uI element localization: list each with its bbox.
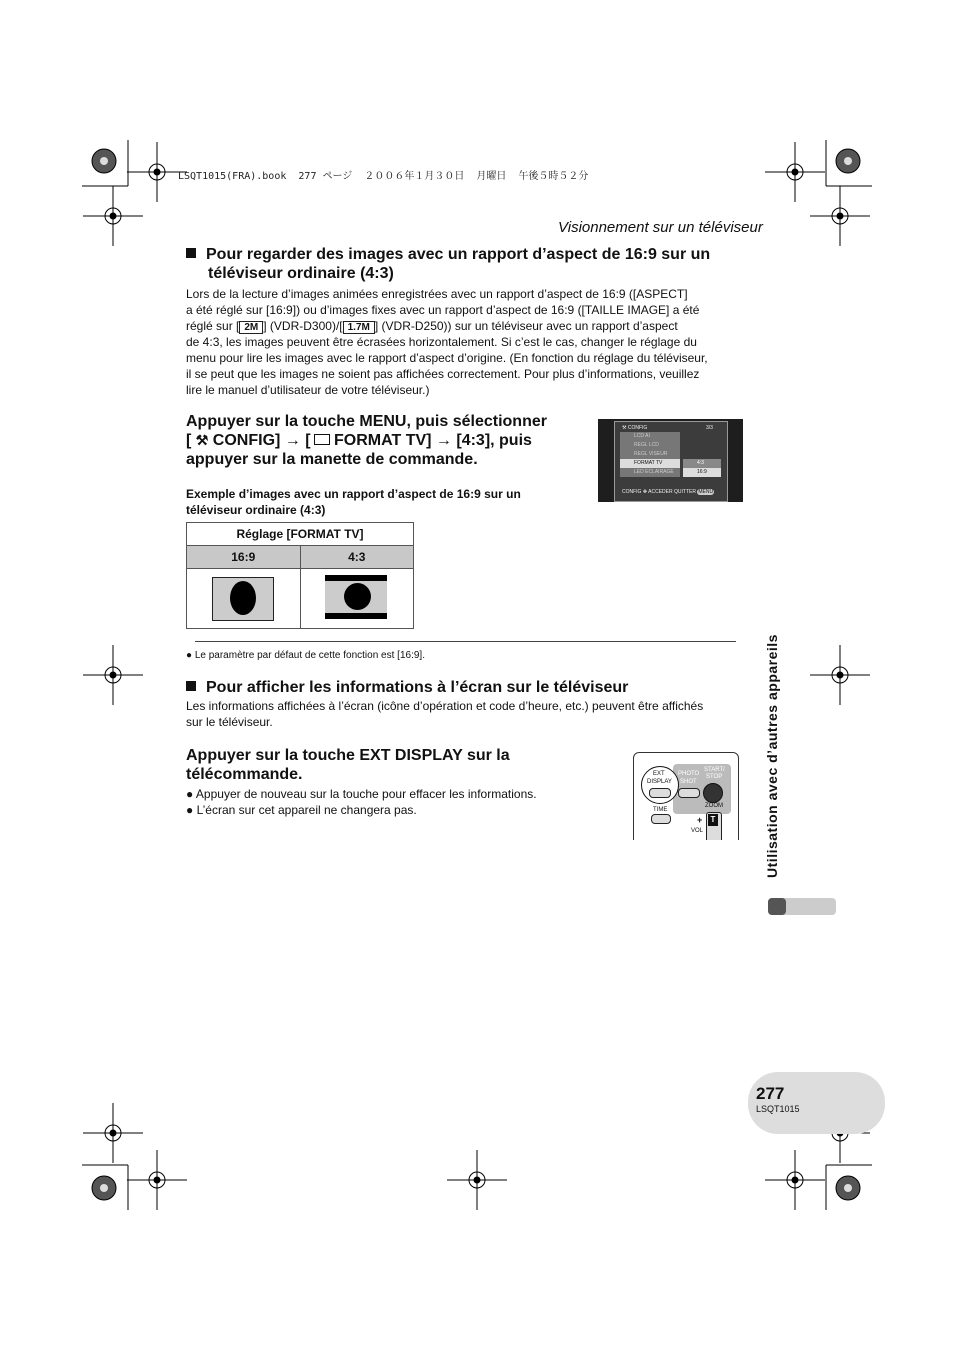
example-16-9-cell [187,569,301,629]
side-tab: Utilisation avec d’autres appareils [764,634,780,878]
square-bullet-icon [186,681,196,691]
section1 [186,245,746,398]
step2: Appuyer sur la touche EXT DISPLAY sur la télécommande. ● Appuyer de nouveau sur la touche pour effacer les informations. ● L’écran sur cet appareil ne changera pas. [186,746,606,818]
vol-label: VOL [691,828,704,834]
table-header: Réglage [FORMAT TV] [187,523,414,546]
bullet-icon: ● [186,803,194,817]
example-4-3-cell [300,569,414,629]
picture-size-17m-icon: 1.7M [343,321,375,334]
start-stop-button[interactable] [703,783,723,803]
page-code: LSQT1015 [756,1104,800,1114]
menu-item: LED ECLAIRAGE [620,468,680,477]
bullet-icon: ● [186,650,193,661]
running-head: Visionnement sur un téléviseur [558,219,763,236]
plus-label: + [697,815,703,825]
tv-icon [314,434,330,445]
section1-paragraph: Lors de la lecture d’images animées enregistrées avec un rapport d’aspect de 16:9 ([ASPECT] a été réglé sur [16:9]) ou d’images fixes avec un rapport d’aspect de 16:9 ([TAILLE IMAGE] a été réglé sur [ 2M ] (VDR-D300)/[ 1.7M ] (VDR-D250)) sur un téléviseur avec un rapport d’aspect de 4:3, les images peuvent être écrasées horizontalement. Si c’est le cas, changer le réglage du menu pour lire les images avec le rapport d’aspect d’origine. (En fonction du réglage du téléviseur, il se peut que les images ne soient pas affichées correctement. Pour plus d’informations, veuillez lire le manuel d’utilisateur de votre téléviseur.) [186,287,708,397]
menu-item-selected: FORMAT TV [620,459,680,468]
shot-label: SHOT [680,779,697,785]
photo-label: PHOTO [678,771,700,777]
picture-size-2m-icon: 2M [239,321,263,334]
example-caption: Exemple d’images avec un rapport d’aspect de 16:9 sur un téléviseur ordinaire (4:3) [186,487,521,517]
bullet-icon: ● [186,787,194,801]
step2-bullet: ● Appuyer de nouveau sur la touche pour effacer les informations. [186,787,537,801]
stretched-circle-icon [230,581,256,615]
letterbox-circle-icon [344,583,371,610]
section2-paragraph: Les informations affichées à l’écran (icône d’opération et code d’heure, etc.) peuvent être affichés sur le téléviseur. [186,699,704,729]
time-button[interactable] [651,814,671,824]
default-note: ● Le paramètre par défaut de cette fonction est [16:9]. [186,650,425,661]
menu-item: REGL LCD [620,441,680,450]
menu-screen [598,419,743,502]
format-tv-table [186,522,414,629]
square-bullet-icon [186,248,196,258]
step1: Appuyer sur la touche MENU, puis sélectionner [ ⚒ CONFIG] → [ FORMAT TV] → [4:3], puis appuyer sur la manette de commande. [186,413,547,468]
section2 [186,678,746,730]
menu-title: ⚒ CONFIG [622,425,648,431]
display-label: DISPLAY [647,779,672,785]
stop-label: STOP [706,774,723,780]
menu-footer: CONFIG ✥ ACCEDER QUITTER MENU [622,489,714,495]
wrench-icon: ⚒ [622,425,628,431]
table-col-16-9: 16:9 [187,546,301,569]
photo-shot-button[interactable] [678,788,700,798]
menu-option: 16:9 [683,468,721,477]
table-col-4-3: 4:3 [300,546,414,569]
chapter-indicator [768,898,836,915]
start-label: START/ [704,767,725,773]
divider [195,641,736,642]
step2-bullet: ● L’écran sur cet appareil ne changera pas. [186,803,417,817]
wrench-icon: ⚒ [195,432,209,448]
remote-control [633,752,740,840]
ext-display-button[interactable] [649,788,671,798]
zoom-t-label: T [708,814,718,826]
menu-item: LCD AI [620,432,680,441]
menu-item: REGL VISEUR [620,450,680,459]
page-number: 277 [756,1084,785,1103]
menu-page: 3/3 [706,425,713,431]
section2-heading: Pour afficher les informations à l’écran sur le téléviseur [186,678,746,697]
ext-label: EXT [653,771,665,777]
zoom-label: ZOOM [705,803,723,809]
time-label: TIME [653,807,668,813]
section1-heading: Pour regarder des images avec un rapport d’aspect de 16:9 sur un téléviseur ordinaire (4:3) [186,245,746,283]
menu-option: 4:3 [683,459,721,468]
print-header: LSQT1015(FRA).book 277 ページ ２００６年１月３０日 月曜日 午後５時５２分 [178,171,589,182]
